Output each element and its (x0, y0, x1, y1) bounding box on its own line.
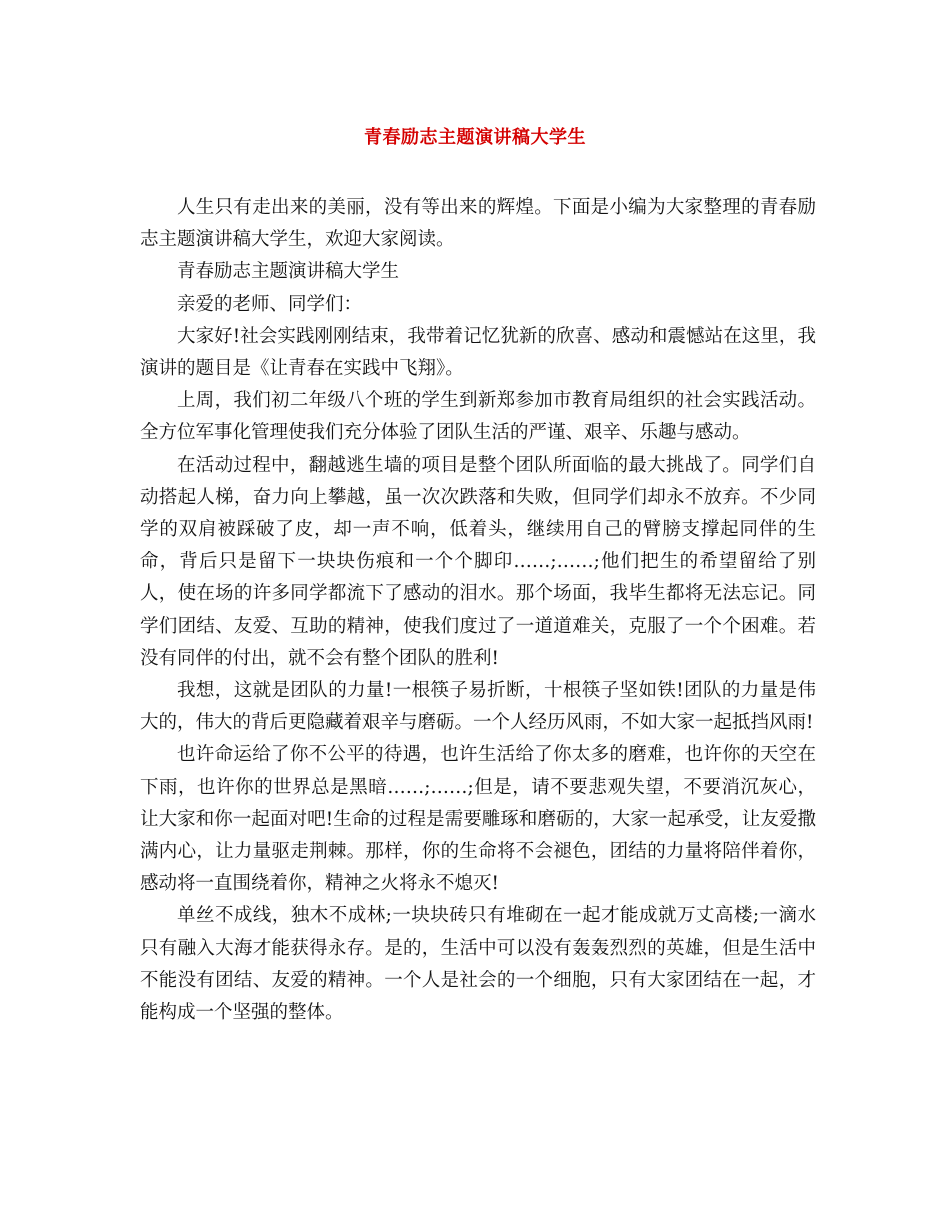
document-title: 青春励志主题演讲稿大学生 (364, 127, 586, 148)
paragraph-activity: 在活动过程中，翻越逃生墙的项目是整个团队所面临的最大挑战了。同学们自动搭起人梯，奋力向上攀越，虽一次次跌落和失败，但同学们却永不放弃。不少同学的双肩被踩破了皮，却一声不响，低着头，继续用自己的臂膀支撑起同伴的生命，背后只是留下一块块伤痕和一个个脚印……;……;他们把生的希望留给了别人，使在场的许多同学都流下了感动的泪水。那个场面，我毕生都将无法忘记。同学们团结、友爱、互助的精神，使我们度过了一道道难关，克服了一个个困难。若没有同伴的付出，就不会有整个团队的胜利! (140, 454, 816, 669)
paragraph-team-power: 我想，这就是团队的力量!一根筷子易折断，十根筷子坚如铁!团队的力量是伟大的，伟大的背后更隐藏着艰辛与磨砺。一个人经历风雨，不如大家一起抵挡风雨! (140, 680, 816, 734)
paragraph-last-week: 上周，我们初二年级八个班的学生到新郑参加市教育局组织的社会实践活动。全方位军事化管理使我们充分体验了团队生活的严谨、艰辛、乐趣与感动。 (140, 390, 816, 444)
paragraph-subtitle: 青春励志主题演讲稿大学生 (177, 261, 400, 283)
paragraph-salutation: 亲爱的老师、同学们： (177, 293, 363, 315)
paragraph-greeting: 大家好!社会实践刚刚结束，我带着记忆犹新的欣喜、感动和震憾站在这里，我演讲的题目是《让青春在实践中飞翔》。 (140, 325, 816, 380)
document-body (140, 192, 816, 1029)
paragraph-intro: 人生只有走出来的美丽，没有等出来的辉煌。下面是小编为大家整理的青春励志主题演讲稿大学生，欢迎大家阅读。 (140, 197, 816, 251)
paragraph-destiny: 也许命运给了你不公平的待遇，也许生活给了你太多的磨难，也许你的天空在下雨，也许你的世界总是黑暗……;……;但是，请不要悲观失望，不要消沉灰心，让大家和你一起面对吧!生命的过程是需要雕琢和磨砺的，大家一起承受，让友爱撒满内心，让力量驱走荆棘。那样，你的生命将不会褪色，团结的力量将陪伴着你，感动将一直围绕着你，精神之火将永不熄灭! (140, 744, 816, 895)
paragraph-conclusion: 单丝不成线，独木不成林;一块块砖只有堆砌在一起才能成就万丈高楼;一滴水只有融入大海才能获得永存。是的，生活中可以没有轰轰烈烈的英雄，但是生活中不能没有团结、友爱的精神。一个人是社会的一个细胞，只有大家团结在一起，才能构成一个坚强的整体。 (140, 905, 816, 1024)
